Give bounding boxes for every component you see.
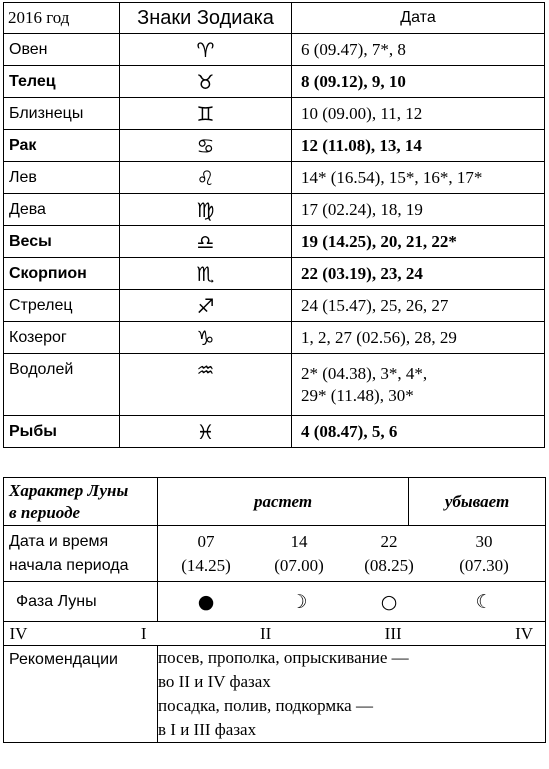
sign-name: Телец [4,66,120,98]
dates-line-2: 29* (11.48), 30* [301,385,414,405]
period-values [158,526,546,582]
sign-name: Близнецы [4,98,120,130]
zodiac-row-virgo [4,194,545,226]
sign-name: Козерог [4,322,120,354]
zodiac-row-capricorn [4,322,545,354]
scorpio-icon: ♏ [120,258,292,290]
sign-dates: 24 (15.47), 25, 26, 27 [292,290,545,322]
zodiac-row-leo [4,162,545,194]
taurus-icon: ♉ [120,66,292,98]
full-moon-icon: ● [197,590,215,613]
recommendations-text: посев, прополка, опрыскивание — во II и IV фазах посадка, полив, подкормка — в I и III фазах [158,646,546,743]
sign-dates: 1, 2, 27 (02.56), 28, 29 [292,322,545,354]
moon-roman-row [4,622,546,646]
dates-line-1: 2* (04.38), 3*, 4*, [301,363,428,383]
moon-character-row [4,478,546,526]
leo-icon: ♌ [120,162,292,194]
zodiac-row-gemini [4,98,545,130]
zodiac-row-aquarius [4,354,545,416]
sign-name: Стрелец [4,290,120,322]
zodiac-row-taurus [4,66,545,98]
roman-2: I [140,623,147,643]
roman-4: III [384,623,402,643]
moon-table [3,477,546,743]
sign-dates: 22 (03.19), 23, 24 [292,258,545,290]
phase-icons [158,582,546,622]
sign-dates: 4 (08.47), 5, 6 [292,416,545,448]
gemini-icon: ♊ [120,98,292,130]
moon-period-row [4,526,546,582]
moon-phase-row [4,582,546,622]
sign-name: Овен [4,34,120,66]
libra-icon: ♎ [120,226,292,258]
aquarius-icon: ♒ [120,354,292,416]
zodiac-row-pisces [4,416,545,448]
sign-dates: 17 (02.24), 18, 19 [292,194,545,226]
zodiac-row-cancer [4,130,545,162]
growing-label: растет [158,478,409,526]
sign-name: Весы [4,226,120,258]
zodiac-row-aries [4,34,545,66]
recommendations-label: Рекомендации [4,646,158,743]
header-signs: Знаки Зодиака [120,3,292,34]
sign-dates: 14* (16.54), 15*, 16*, 17* [292,162,545,194]
period-label: Дата и время начала периода [4,526,158,582]
sign-name: Рак [4,130,120,162]
last-quarter-moon-icon: ☾ [475,590,493,613]
sign-dates: 6 (09.47), 7*, 8 [292,34,545,66]
roman-5: IV [515,623,534,643]
pisces-icon: ♓ [120,416,292,448]
virgo-icon: ♍ [120,194,292,226]
cancer-icon: ♋ [120,130,292,162]
period-2: 14 (07.00) [274,531,324,575]
sign-name: Рыбы [4,416,120,448]
zodiac-table [3,2,545,448]
character-label: Характер Луны в периоде [4,478,158,526]
roman-3: II [259,623,272,643]
zodiac-header-row [4,3,545,34]
sign-dates [292,354,545,416]
zodiac-row-libra [4,226,545,258]
sign-name: Водолей [4,354,120,416]
moon-recommendations-row [4,646,546,743]
period-3: 22 (08.25) [364,531,414,575]
zodiac-row-sagittarius [4,290,545,322]
aries-icon: ♈ [120,34,292,66]
sign-name: Лев [4,162,120,194]
sign-dates: 8 (09.12), 9, 10 [292,66,545,98]
period-4: 30 (07.30) [459,531,509,575]
sign-name: Скорпион [4,258,120,290]
roman-1: IV [9,623,28,643]
sagittarius-icon: ♐ [120,290,292,322]
waning-label: убывает [409,478,546,526]
sign-dates: 19 (14.25), 20, 21, 22* [292,226,545,258]
zodiac-row-scorpio [4,258,545,290]
roman-numerals [9,622,546,646]
sign-dates: 12 (11.08), 13, 14 [292,130,545,162]
capricorn-icon: ♑ [120,322,292,354]
period-1: 07 (14.25) [181,531,231,575]
header-date: Дата [292,3,545,34]
sign-name: Дева [4,194,120,226]
header-year: 2016 год [4,3,120,34]
phase-label: Фаза Луны [4,582,158,622]
sign-dates: 10 (09.00), 11, 12 [292,98,545,130]
new-moon-icon: ○ [380,590,398,613]
first-quarter-moon-icon: ☽ [290,590,308,613]
